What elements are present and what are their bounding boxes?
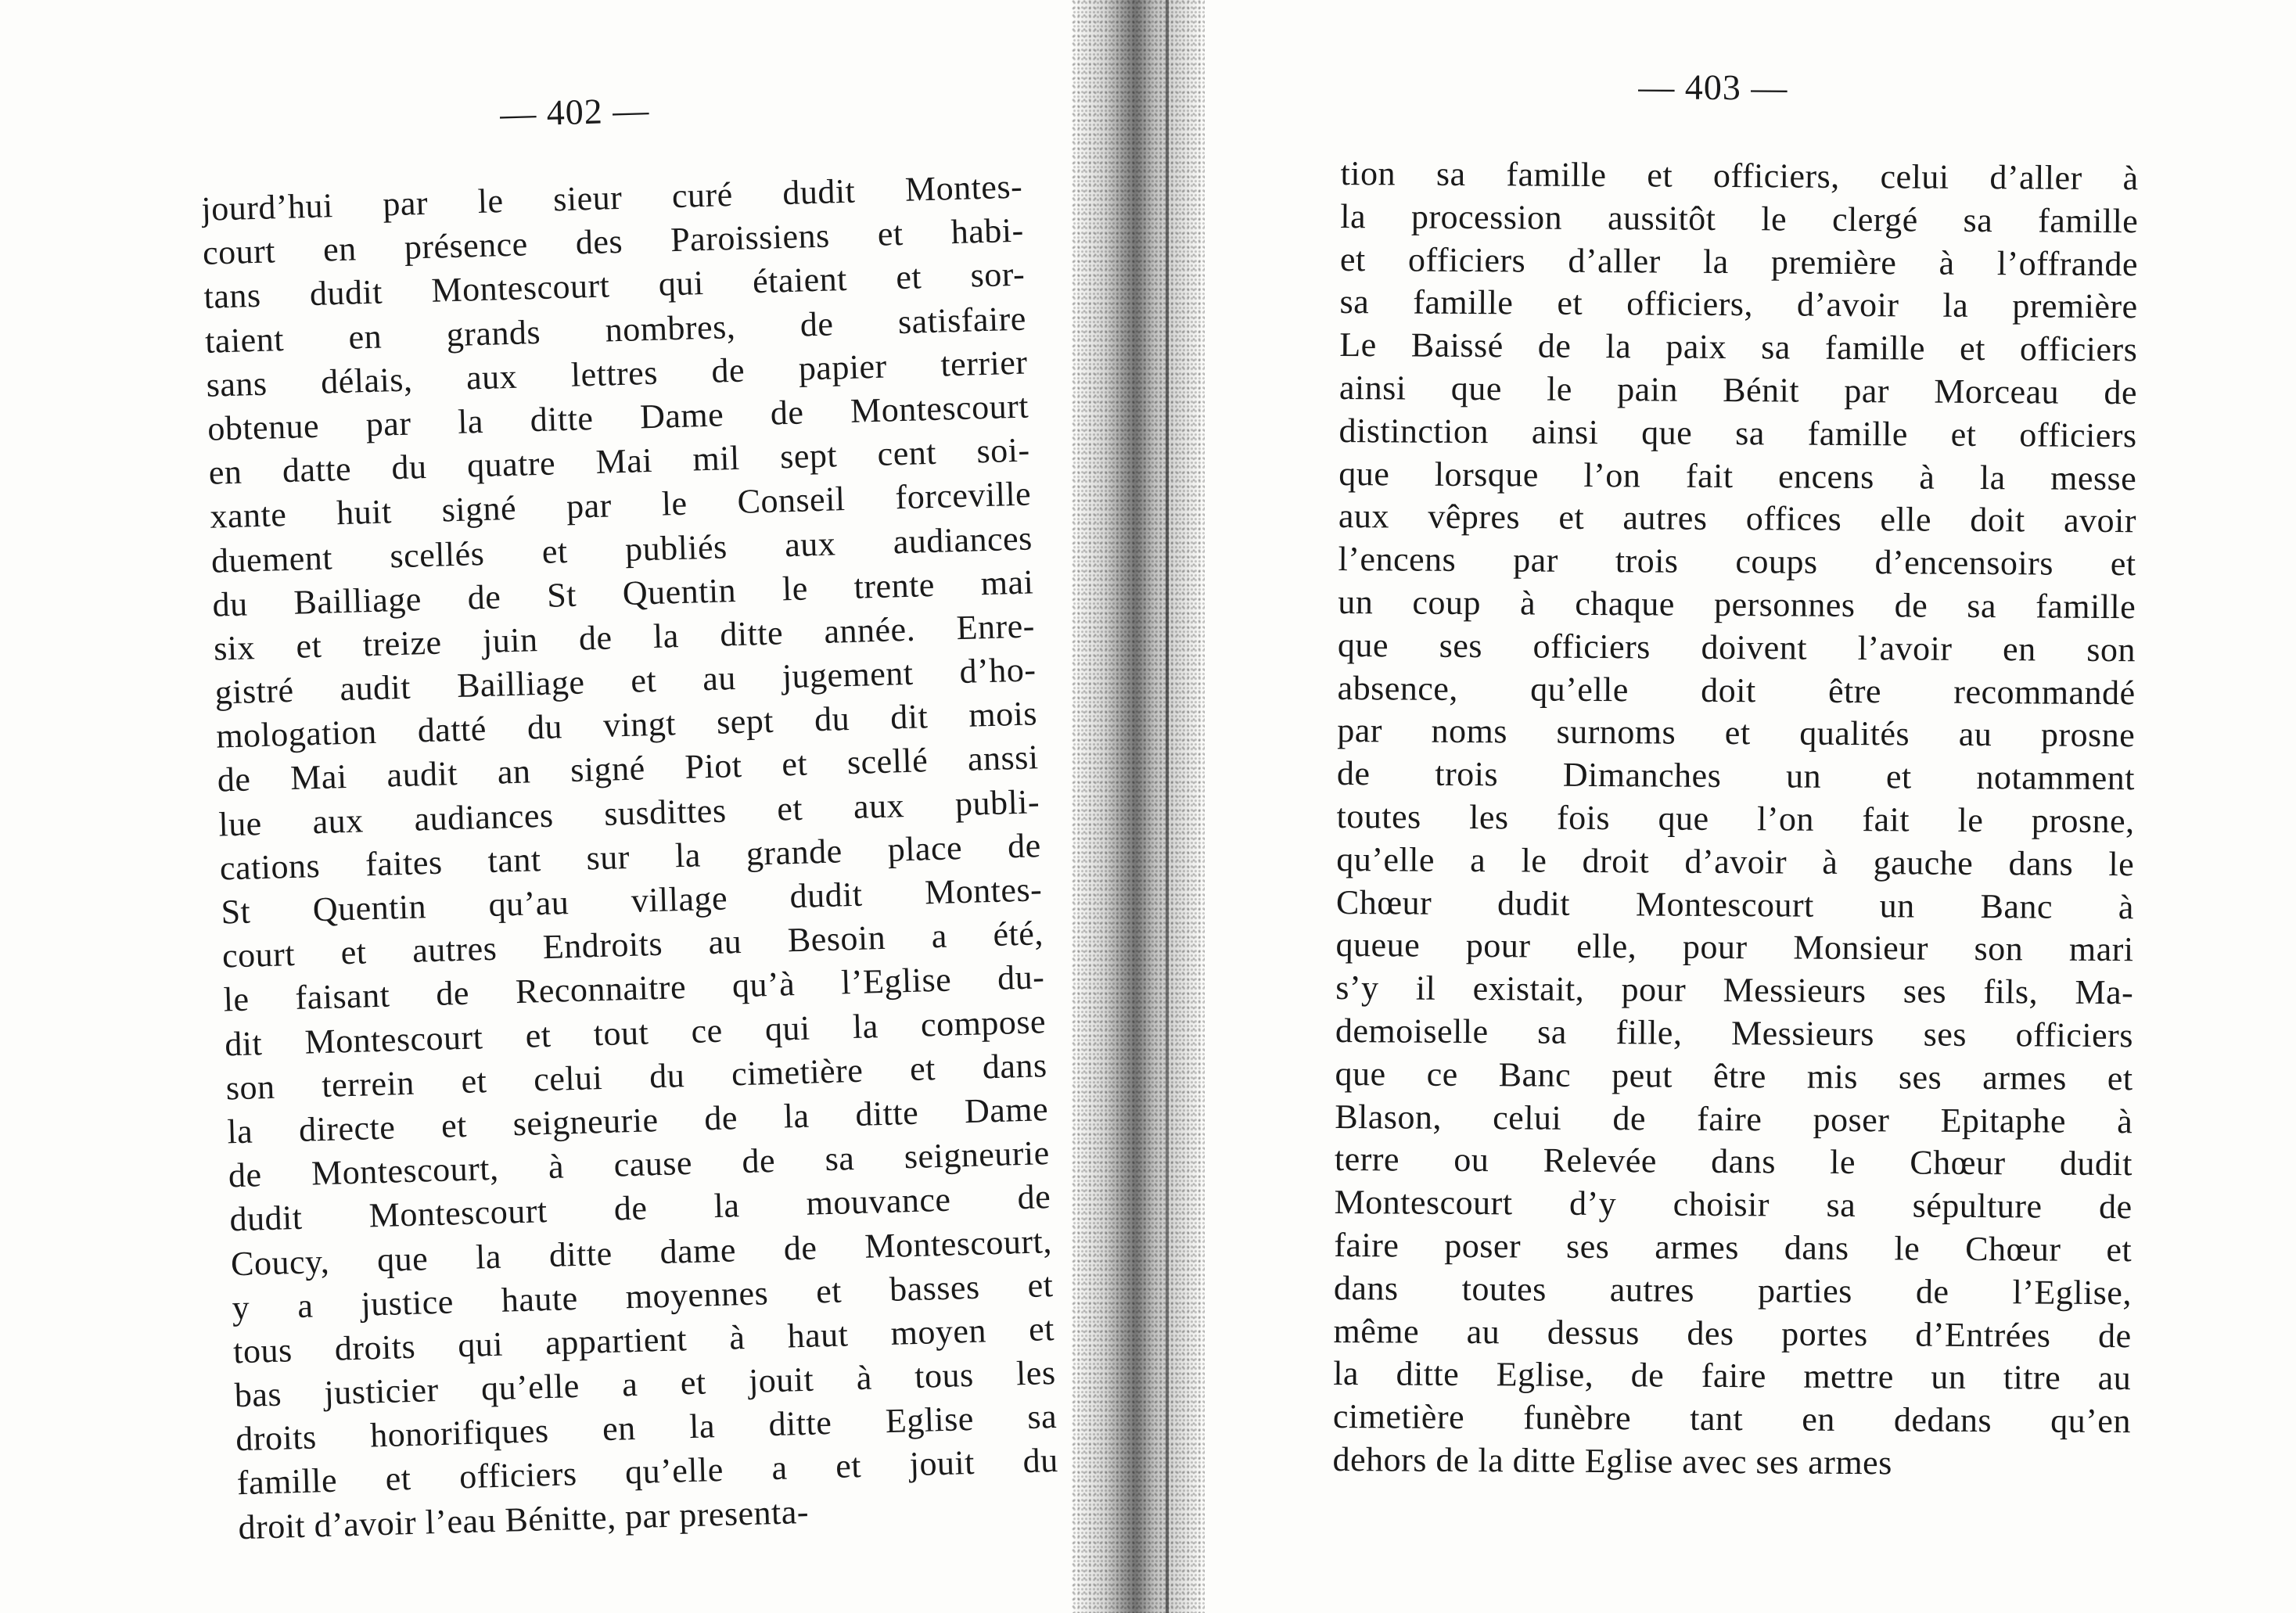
text-line: ainsi que le pain Bénit par Morceau de bbox=[1338, 368, 2138, 412]
text-line: Coucy, que la ditte dame de Montescourt, bbox=[230, 1221, 1053, 1283]
text-line: toutes les fois que l’on fait le prosne, bbox=[1336, 796, 2135, 841]
text-line: sa famille et officiers, d’avoir la première bbox=[1339, 282, 2138, 326]
text-line: duement scellés et publiés aux audiances bbox=[210, 518, 1033, 580]
text-line: dudit Montescourt de la mouvance de bbox=[228, 1177, 1051, 1239]
text-line: en datte du quatre Mai mil sept cent soi- bbox=[208, 430, 1031, 492]
book-gutter bbox=[1072, 0, 1205, 1613]
text-line: dehors de la ditte Eglise avec ses armes bbox=[1332, 1439, 1892, 1482]
page-number-right: — 403 — bbox=[1638, 66, 1788, 108]
text-line: dit Montescourt et tout ce qui la compose bbox=[224, 1001, 1047, 1064]
right-page bbox=[1332, 0, 2155, 1482]
text-line: même au dessus des portes d’Entrées de bbox=[1333, 1311, 2132, 1355]
text-line: jourd’hui par le sieur curé dudit Montes- bbox=[200, 167, 1023, 228]
text-line: demoiselle sa fille, Messieurs ses officiers bbox=[1335, 1011, 2134, 1055]
text-line: le faisant de Reconnaitre qu’à l’Eglise du- bbox=[223, 957, 1045, 1019]
right-page-text bbox=[1332, 153, 2138, 1486]
text-line: Montescourt d’y choisir sa sépulture de bbox=[1334, 1183, 2133, 1227]
text-line: absence, qu’elle doit être recommandé bbox=[1337, 668, 2136, 712]
page-number-left: — 402 — bbox=[499, 89, 650, 135]
text-line: droit d’avoir l’eau Bénitte, par presenta- bbox=[237, 1492, 810, 1547]
text-line: l’encens par trois coups d’encensoirs et bbox=[1338, 540, 2136, 584]
text-line: lue aux audiances susdittes et aux publi- bbox=[217, 781, 1040, 844]
book-spine bbox=[1166, 0, 1169, 1613]
text-line: droits honorifiques en la ditte Eglise sa bbox=[235, 1397, 1058, 1459]
text-line: par noms surnoms et qualités au prosne bbox=[1337, 711, 2136, 755]
text-line: que lorsque l’on fait encens à la messe bbox=[1338, 454, 2137, 498]
text-line: tous droits qui appartient à haut moyen et bbox=[232, 1309, 1055, 1371]
text-line: du Bailliage de St Quentin le trente mai bbox=[211, 562, 1034, 624]
text-line: et officiers d’aller la première à l’offrande bbox=[1339, 239, 2139, 283]
text-line: tion sa famille et officiers, celui d’aller à bbox=[1340, 153, 2139, 198]
text-line: Chœur dudit Montescourt un Banc à bbox=[1335, 882, 2135, 926]
text-line: qu’elle a le droit d’avoir à gauche dans le bbox=[1336, 839, 2135, 883]
text-line: aux vêpres et autres offices elle doit avoir bbox=[1338, 497, 2137, 541]
text-line: cimetière funèbre tant en dedans qu’en bbox=[1332, 1397, 2132, 1441]
text-line: dans toutes autres parties de l’Eglise, bbox=[1333, 1268, 2133, 1312]
text-line: de Mai audit an signé Piot et scellé anssi bbox=[217, 738, 1040, 800]
text-line: gistré audit Bailliage et au jugement d’ho- bbox=[214, 650, 1037, 712]
text-line: six et treize juin de la ditte année. Enre- bbox=[213, 606, 1036, 668]
text-line: sans délais, aux lettres de papier terrier bbox=[206, 343, 1029, 404]
text-line: la procession aussitôt le clergé sa famille bbox=[1340, 196, 2139, 241]
text-line: que ce Banc peut être mis ses armes et bbox=[1335, 1054, 2133, 1097]
text-line: St Quentin qu’au village dudit Montes- bbox=[220, 870, 1043, 932]
text-line: court et autres Endroits au Besoin a été, bbox=[221, 914, 1044, 975]
text-line: terre ou Relevée dans le Chœur dudit bbox=[1334, 1140, 2133, 1184]
text-line: tans dudit Montescourt qui étaient et sor- bbox=[203, 254, 1026, 317]
text-line: Le Baissé de la paix sa famille et officiers bbox=[1339, 325, 2138, 369]
text-line: la directe et seigneurie de la ditte Dame bbox=[226, 1090, 1049, 1151]
text-line: Blason, celui de faire poser Epitaphe à bbox=[1335, 1097, 2133, 1141]
text-line: cations faites tant sur la grande place de bbox=[219, 826, 1042, 888]
text-line: taient en grands nombres, de satisfaire bbox=[204, 299, 1027, 361]
text-line: la ditte Eglise, de faire mettre un titre au bbox=[1333, 1354, 2132, 1398]
text-line: s’y il existait, pour Messieurs ses fils, Ma- bbox=[1335, 968, 2134, 1012]
text-line: mologation datté du vingt sept du dit mois bbox=[215, 694, 1038, 756]
text-line: court en présence des Paroissiens et habi- bbox=[202, 210, 1025, 273]
text-line: famille et officiers qu’elle a et jouit du bbox=[236, 1441, 1059, 1503]
text-line: queue pour elle, pour Monsieur son mari bbox=[1335, 925, 2134, 969]
text-line: son terrein et celui du cimetière et dans bbox=[225, 1045, 1048, 1108]
text-line: y a justice haute moyennes et basses et bbox=[232, 1265, 1054, 1327]
text-line: obtenue par la ditte Dame de Montescourt bbox=[207, 386, 1029, 448]
text-line: de trois Dimanches un et notamment bbox=[1336, 754, 2136, 798]
text-line: de Montescourt, à cause de sa seigneurie bbox=[228, 1133, 1051, 1195]
text-line: distinction ainsi que sa famille et officiers bbox=[1338, 411, 2137, 455]
text-line: que ses officiers doivent l’avoir en son bbox=[1337, 625, 2136, 669]
text-line: un coup à chaque personnes de sa famille bbox=[1338, 582, 2136, 627]
left-page-text bbox=[201, 165, 1060, 1550]
text-line: xante huit signé par le Conseil forceville bbox=[209, 474, 1032, 537]
text-line: faire poser ses armes dans le Chœur et bbox=[1334, 1225, 2133, 1270]
text-line: bas justicier qu’elle a et jouit à tous les bbox=[234, 1353, 1057, 1415]
